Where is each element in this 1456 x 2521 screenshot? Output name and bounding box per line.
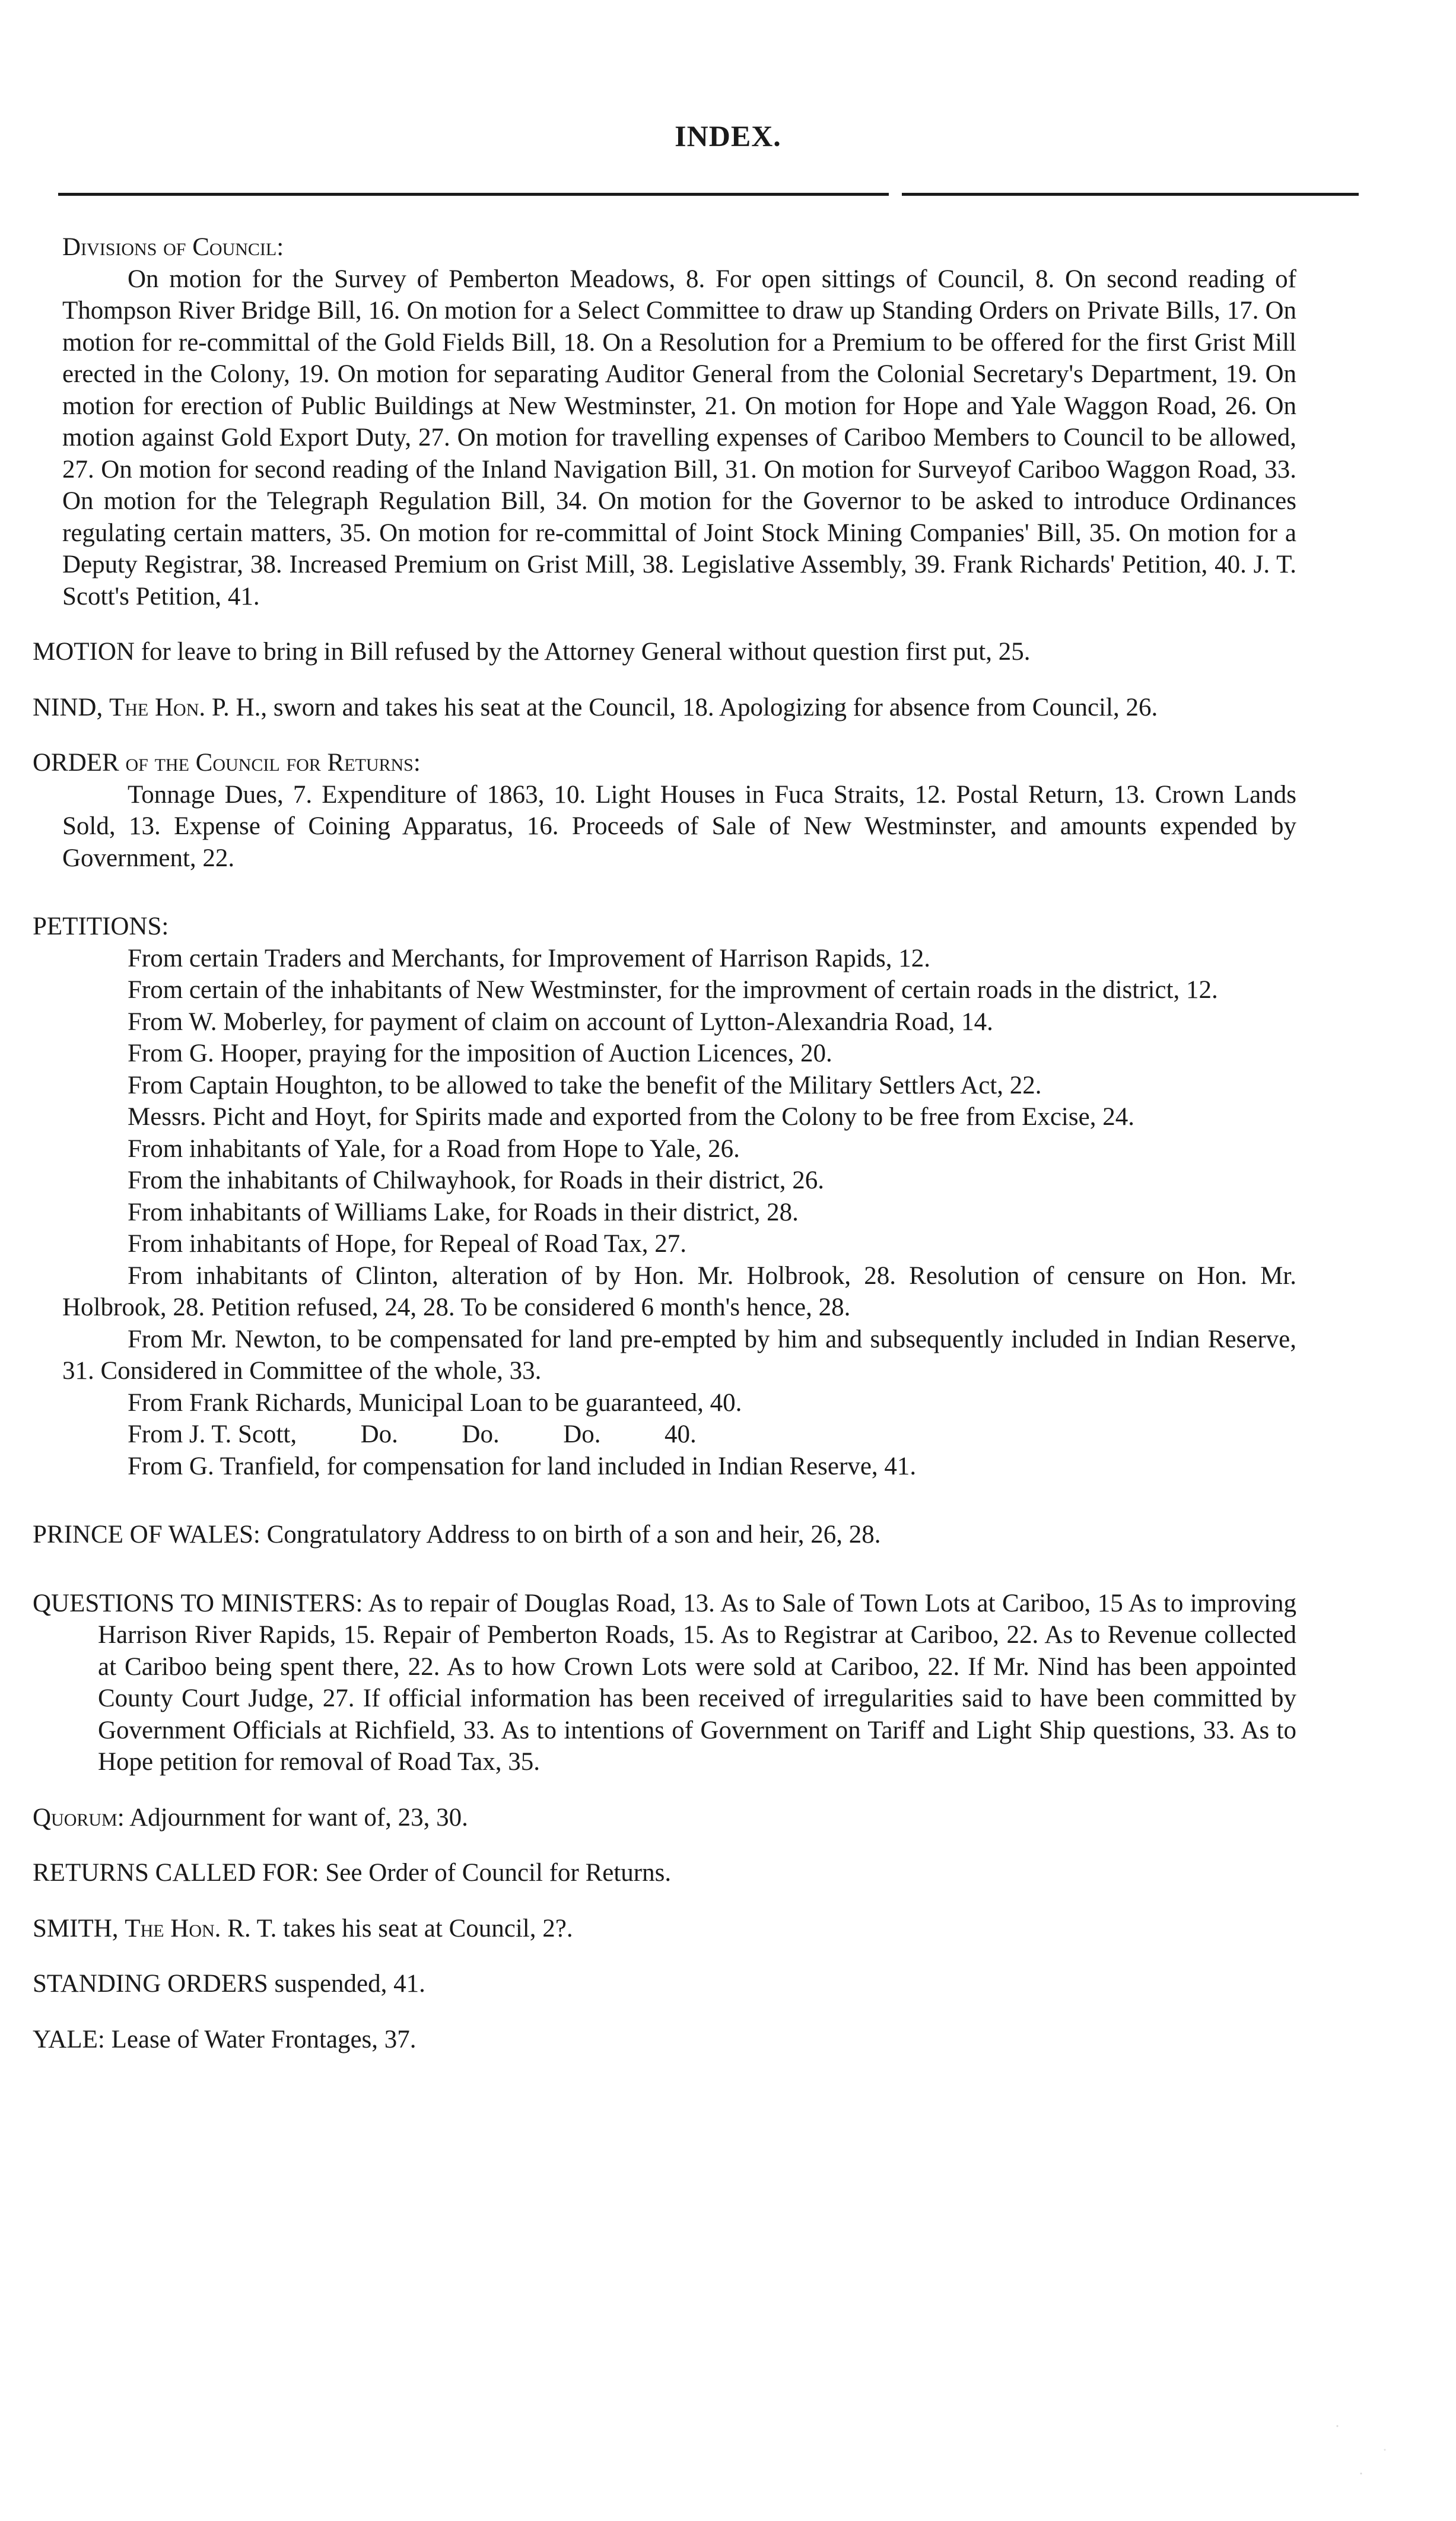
entry-head: QUESTIONS TO MINISTERS: <box>33 1589 363 1617</box>
entry-head: ORDER <box>33 749 119 777</box>
list-item: From inhabitants of Hope, for Repeal of Road Tax, 27. <box>128 1230 687 1258</box>
entry-head: NIND, <box>33 693 103 721</box>
list-item: From certain Traders and Merchants, for Improvement of Harrison Rapids, 12. <box>128 944 931 972</box>
list-item: From inhabitants of Yale, for a Road from Hope to Yale, 26. <box>128 1134 740 1163</box>
petition-list <box>33 943 1296 1483</box>
entry-head-sc: The Hon. R. T. <box>125 1914 277 1943</box>
list-item: From Mr. Newton, to be compensated for land pre-empted by him and subsequently included in Indian Reserve, 31. Considered in Committee of the whole, 33. <box>62 1325 1296 1385</box>
list-item: From inhabitants of Williams Lake, for Roads in their district, 28. <box>128 1198 799 1226</box>
entry-yale <box>33 2024 1296 2056</box>
entry-text: takes his seat at Council, 2?. <box>283 1914 573 1943</box>
entry-text: On motion for the Survey of Pemberton Meadows, 8. For open sittings of Council, 8. On second reading of Thompson River Bridge Bill, 16. On motion for a Select Committee to draw up Standing Orders on Private Bills, 17. On motion for re-committal of the Gold Fields Bill, 18. On a Resolution for a Premium to be offered for the first Grist Mill erected in the Colony, 19. On motion for separating Auditor General from the Colonial Secretary's Department, 19. On motion for erection of Public Buildings at New Westminster, 21. On motion for Hope and Yale Waggon Road, 26. On motion against Gold Export Duty, 27. On motion for travelling expenses of Cariboo Members to Council to be allowed, 27. On motion for second reading of the Inland Navigation Bill, 31. On motion for Surveyof Cariboo Waggon Road, 33. On motion for the Telegraph Regulation Bill, 34. On motion for the Governor to be asked to introduce Ordinances regulating certain matters, 35. On motion for re-committal of Joint Stock Mining Companies' Bill, 35. On motion for a Deputy Registrar, 38. Increased Premium on Grist Mill, 38. Legislative Assembly, 39. Frank Richards' Petition, 40. J. T. Scott's Petition, 41. <box>62 265 1296 611</box>
entry-text: suspended, 41. <box>274 1970 425 1998</box>
entry-nind <box>33 692 1296 724</box>
list-item: From G. Tranfield, for compensation for land included in Indian Reserve, 41. <box>128 1452 917 1480</box>
list-item: From Captain Houghton, to be allowed to take the benefit of the Military Settlers Act, 22. <box>128 1071 1042 1099</box>
entry-text: Congratulatory Address to on birth of a son and heir, 26, 28. <box>266 1521 881 1549</box>
list-item: From G. Hooper, praying for the imposition of Auction Licences, 20. <box>128 1039 832 1067</box>
entry-text: See Order of Council for Returns. <box>325 1859 672 1887</box>
entry-motion <box>33 636 1296 668</box>
title-rule-right <box>902 193 1359 196</box>
entry-head: YALE: <box>33 2025 105 2053</box>
title-rule-left <box>58 193 889 196</box>
entry-head: RETURNS CALLED FOR: <box>33 1859 319 1887</box>
list-item: From the inhabitants of Chilwayhook, for Roads in their district, 26. <box>128 1166 824 1194</box>
entry-prince-of-wales <box>33 1519 1296 1551</box>
entry-head-sc: The Hon. P. H., <box>109 693 268 721</box>
entry-divisions-of-council <box>33 231 1296 612</box>
entry-text: Tonnage Dues, 7. Expenditure of 1863, 10. Light Houses in Fuca Straits, 12. Postal Return, 13. Crown Lands Sold, 13. Expense of Coining Apparatus, 16. Proceeds of Sale of New Westminster, and amounts expended by Government, 22. <box>62 780 1296 872</box>
list-item: From J. T. Scott, Do. Do. Do. 40. <box>128 1420 697 1448</box>
page-title: INDEX. <box>675 119 781 152</box>
entry-head: STANDING ORDERS <box>33 1970 268 1998</box>
entry-text: Adjournment for want of, 23, 30. <box>129 1803 468 1832</box>
entry-returns-called-for <box>33 1857 1296 1889</box>
entry-head: Divisions of Council: <box>62 233 284 261</box>
entry-text: sworn and takes his seat at the Council, 18. Apologizing for absence from Council, 26. <box>273 693 1158 721</box>
entry-smith <box>33 1913 1296 1945</box>
list-item: From Frank Richards, Municipal Loan to be guaranteed, 40. <box>128 1388 742 1417</box>
paper-specks <box>1302 2379 1420 2497</box>
entry-head-sc: of the Council for Returns: <box>125 749 421 777</box>
entry-standing-orders <box>33 1968 1296 2000</box>
entry-head: Quorum: <box>33 1803 125 1832</box>
entry-petitions <box>33 911 1296 1482</box>
entry-text: As to repair of Douglas Road, 13. As to Sale of Town Lots at Cariboo, 15 As to improving Harrison River Rapids, 15. Repair of Pemberton Roads, 15. As to Registrar at Cariboo, 22. As to Revenue collected at Cariboo being spent there, 22. As to how Crown Lots were sold at Cariboo, 22. If Mr. Nind has been appointed County Court Judge, 27. If official information has been received of irregularities said to have been committed by Government Officials at Richfield, 33. As to intentions of Government on Tariff and Light Ship questions, 33. As to Hope petition for removal of Road Tax, 35. <box>98 1589 1296 1776</box>
list-item: From inhabitants of Clinton, alteration of by Hon. Mr. Holbrook, 28. Resolution of censure on Hon. Mr. Holbrook, 28. Petition refused, 24, 28. To be considered 6 month's hence, 28. <box>62 1261 1296 1321</box>
entry-order-of-council <box>33 747 1296 874</box>
entry-questions-to-ministers <box>33 1588 1296 1778</box>
entry-text: Lease of Water Frontages, 37. <box>111 2025 417 2053</box>
list-item: Messrs. Picht and Hoyt, for Spirits made and exported from the Colony to be free from Excise, 24. <box>128 1103 1134 1131</box>
entry-head: PETITIONS: <box>33 913 169 940</box>
list-item: From W. Moberley, for payment of claim on account of Lytton-Alexandria Road, 14. <box>128 1007 993 1036</box>
entry-head: MOTION <box>33 638 135 666</box>
entry-quorum <box>33 1802 1296 1834</box>
entry-text: for leave to bring in Bill refused by the Attorney General without question first put, 25. <box>141 638 1031 666</box>
entry-head: PRINCE OF WALES: <box>33 1521 260 1549</box>
entry-head: SMITH, <box>33 1914 119 1943</box>
index-content <box>33 231 1296 2055</box>
list-item: From certain of the inhabitants of New Westminster, for the improvment of certain roads in the district, 12. <box>128 976 1218 1004</box>
